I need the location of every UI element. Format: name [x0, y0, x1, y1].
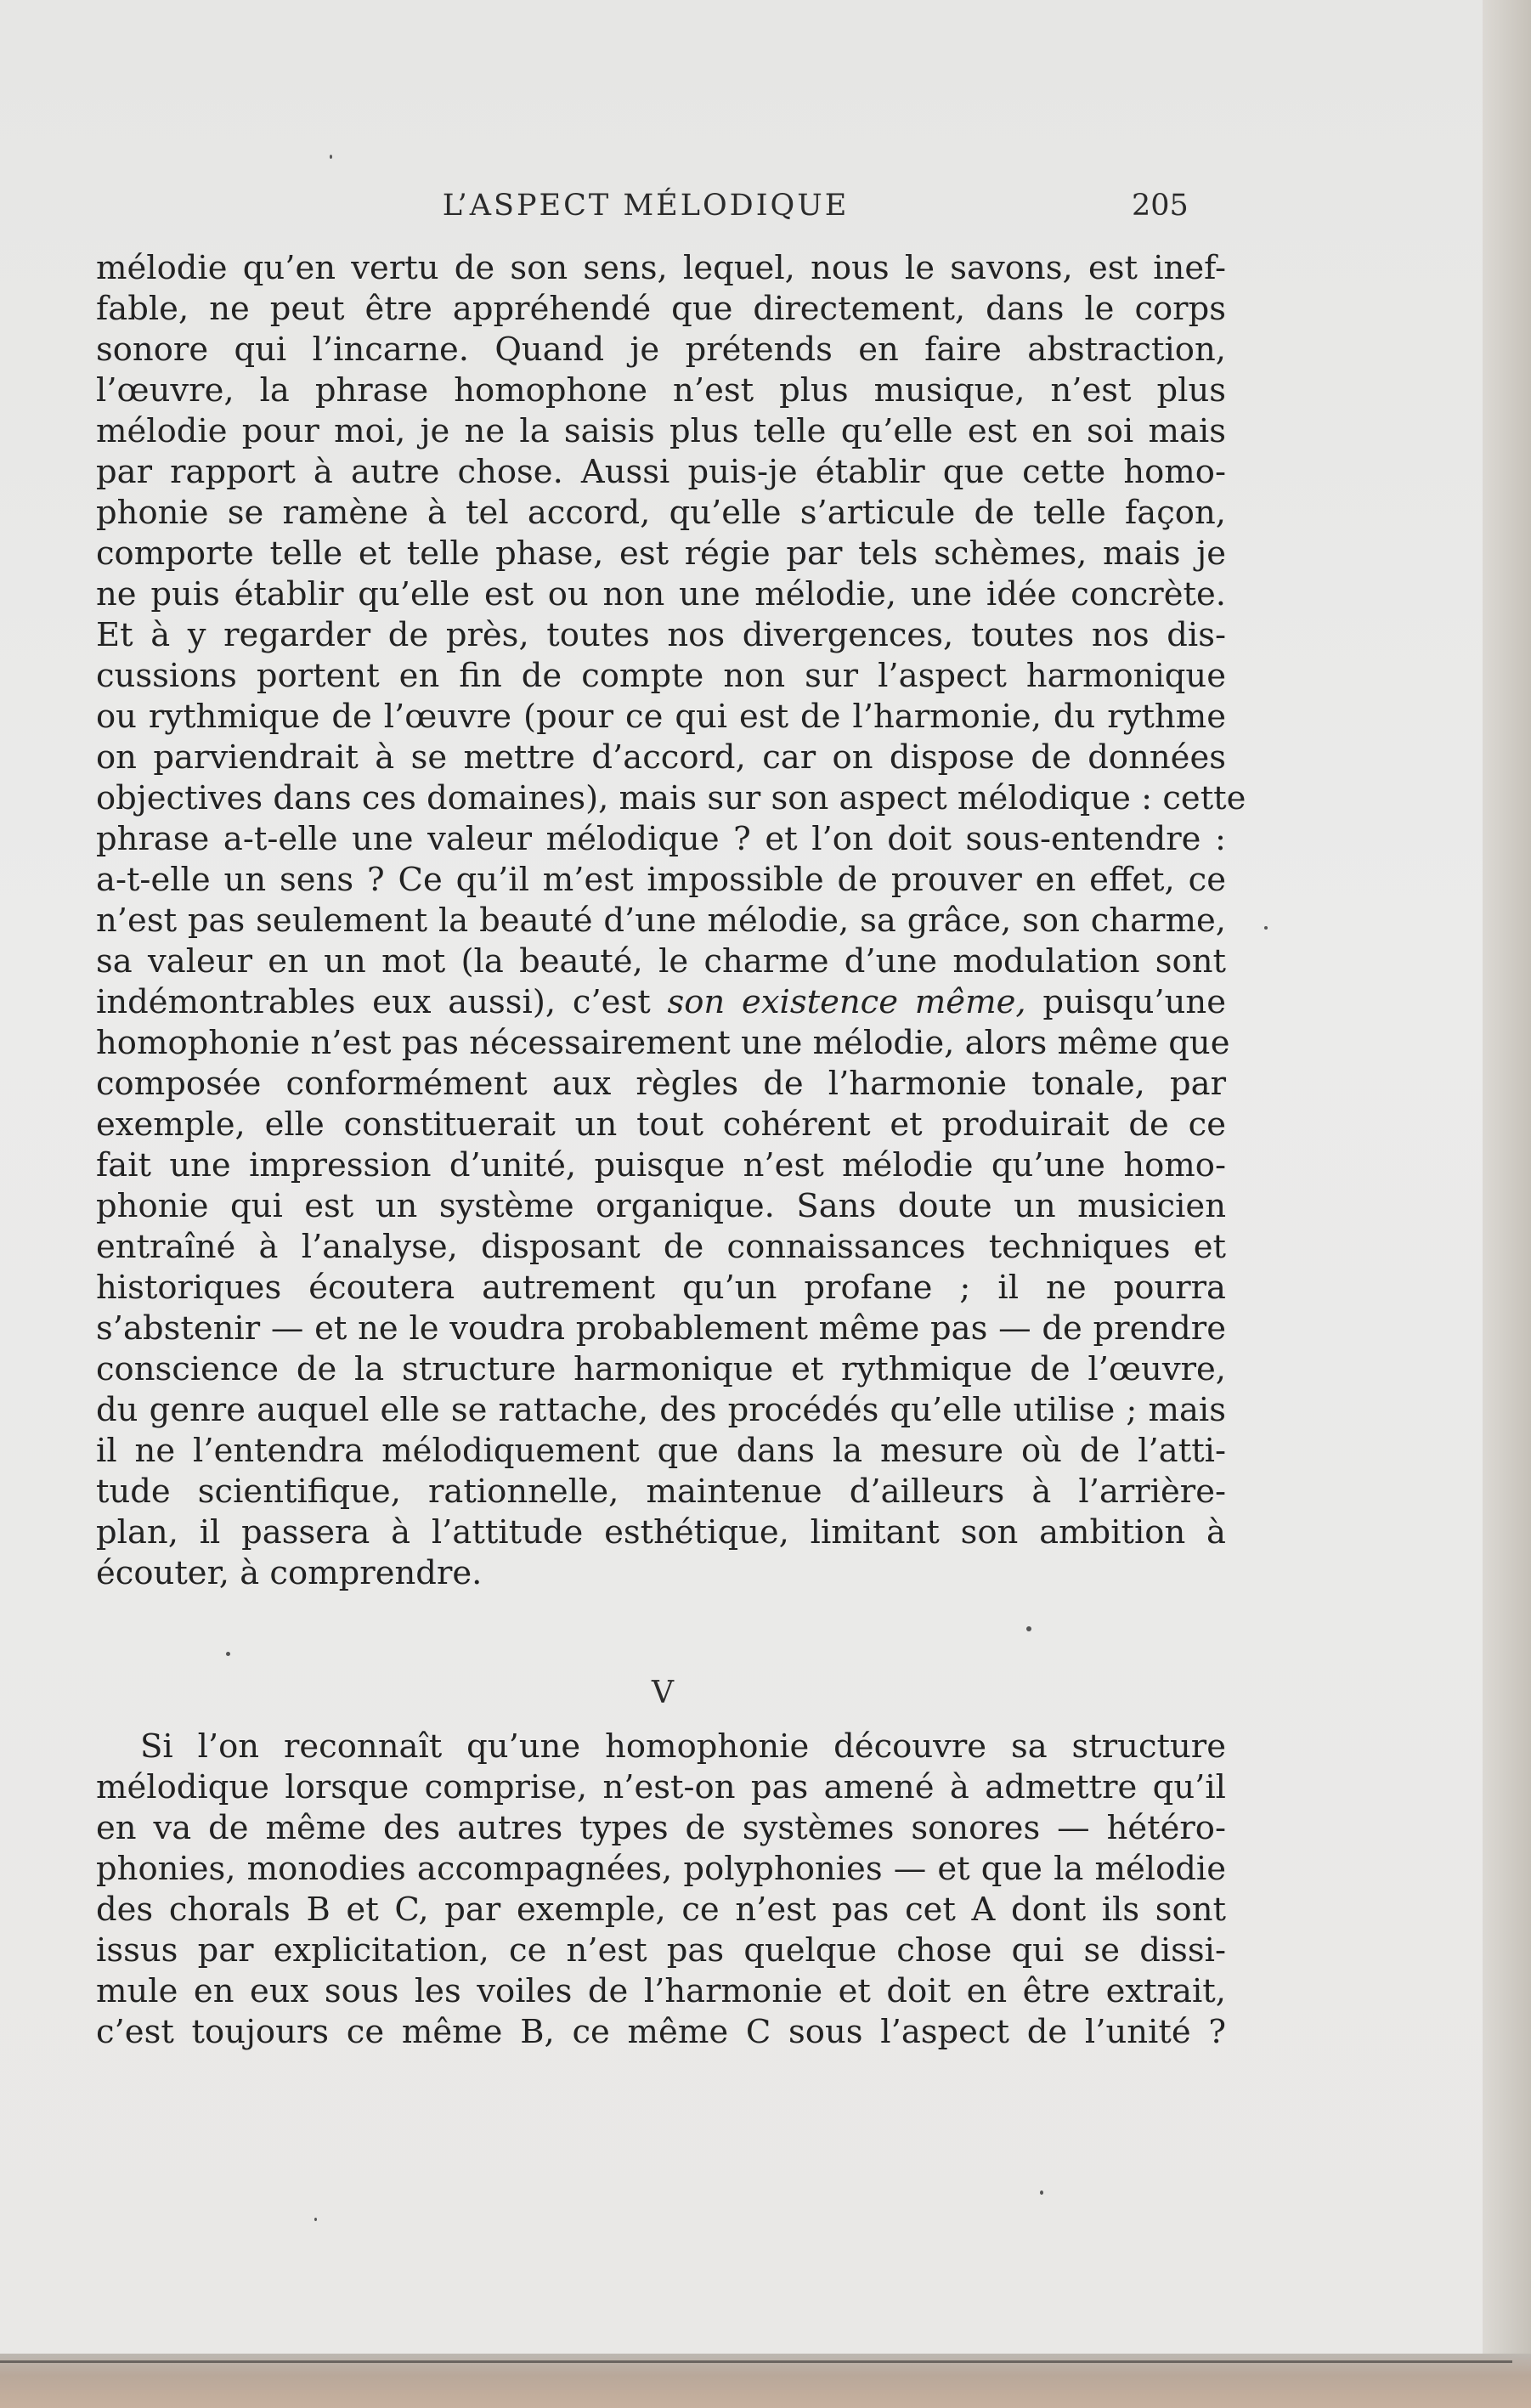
page-bottom-line — [0, 2360, 1512, 2363]
text-line: phonies, monodies accompagnées, polyphonies — et que la mélodie — [96, 1850, 1226, 1888]
text-run: puisqu’une — [1025, 983, 1226, 1021]
text-line: s’abstenir — et ne le voudra probablement même pas — de prendre — [96, 1309, 1226, 1348]
page-edge — [1483, 0, 1531, 2408]
text-line: par rapport à autre chose. Aussi puis-je établir que cette homo- — [96, 453, 1226, 491]
text-line: en va de même des autres types de systèmes sonores — hétéro- — [96, 1809, 1226, 1847]
text-line: Si l’on reconnaît qu’une homophonie découvre sa structure — [140, 1727, 1226, 1766]
text-line: comporte telle et telle phase, est régie par tels schèmes, mais je — [96, 534, 1226, 573]
text-line: sa valeur en un mot (la beauté, le charme d’une modulation sont — [96, 942, 1226, 981]
text-line: du genre auquel elle se rattache, des procédés qu’elle utilise ; mais — [96, 1391, 1226, 1429]
paper-speck — [1026, 1626, 1031, 1631]
text-line: phrase a-t-elle une valeur mélodique ? et l’on doit sous-entendre : — [96, 820, 1226, 858]
text-line: il ne l’entendra mélodiquement que dans la mesure où de l’atti- — [96, 1432, 1226, 1470]
text-line: ou rythmique de l’œuvre (pour ce qui est de l’harmonie, du rythme — [96, 698, 1226, 736]
text-line: sonore qui l’incarne. Quand je prétends en faire abstraction, — [96, 331, 1226, 369]
text-line: conscience de la structure harmonique et rythmique de l’œuvre, — [96, 1350, 1226, 1388]
text-line: phonie se ramène à tel accord, qu’elle s’articule de telle façon, — [96, 494, 1226, 532]
text-line: c’est toujours ce même B, ce même C sous l’aspect de l’unité ? — [96, 2013, 1226, 2051]
text-line-with-italic — [96, 982, 1226, 1023]
text-line: fait une impression d’unité, puisque n’est mélodie qu’une homo- — [96, 1146, 1226, 1184]
text-line: ne puis établir qu’elle est ou non une mélodie, une idée concrète. — [96, 575, 1226, 613]
text-line: cussions portent en fin de compte non sur l’aspect harmonique — [96, 657, 1226, 695]
text-line: plan, il passera à l’attitude esthétique, limitant son ambition à — [96, 1513, 1226, 1552]
paper-speck — [1264, 926, 1268, 930]
text-line: tude scientifique, rationnelle, maintenue d’ailleurs à l’arrière- — [96, 1472, 1226, 1511]
running-title: L’ASPECT MÉLODIQUE — [442, 189, 850, 223]
paper-speck — [1040, 2190, 1043, 2195]
text-line: entraîné à l’analyse, disposant de connaissances techniques et — [96, 1228, 1226, 1266]
text-line: objectives dans ces domaines), mais sur son aspect mélodique : cette — [96, 779, 1246, 817]
text-line: mule en eux sous les voiles de l’harmonie et doit en être extrait, — [96, 1972, 1226, 2010]
section-numeral: V — [652, 1676, 674, 1710]
text-line: mélodie qu’en vertu de son sens, lequel, nous le savons, est inef- — [96, 249, 1226, 287]
text-line: a-t-elle un sens ? Ce qu’il m’est impossible de prouver en effet, ce — [96, 861, 1226, 899]
text-line: mélodique lorsque comprise, n’est-on pas amené à admettre qu’il — [96, 1768, 1226, 1806]
text-line: homophonie n’est pas nécessairement une mélodie, alors même que — [96, 1024, 1230, 1062]
paragraph-2 — [96, 1727, 1226, 2053]
page-number: 205 — [1132, 189, 1189, 223]
text-run: indémontrables eux aussi), c’est — [96, 983, 668, 1021]
paragraph-1 — [96, 248, 1246, 1594]
text-line: phonie qui est un système organique. Sans doute un musicien — [96, 1187, 1226, 1225]
italic-phrase: son existence même, — [667, 983, 1026, 1021]
text-line: on parviendrait à se mettre d’accord, car on dispose de données — [96, 738, 1226, 777]
paper-speck — [314, 2218, 317, 2221]
text-line: n’est pas seulement la beauté d’une mélodie, sa grâce, son charme, — [96, 902, 1226, 940]
text-line: issus par explicitation, ce n’est pas quelque chose qui se dissi- — [96, 1931, 1226, 1970]
text-line: écouter, à comprendre. — [96, 1554, 483, 1592]
text-line: mélodie pour moi, je ne la saisis plus telle qu’elle est en soi mais — [96, 412, 1226, 450]
paper-speck — [226, 1652, 230, 1656]
text-line: composée conformément aux règles de l’harmonie tonale, par — [96, 1065, 1226, 1103]
text-line: des chorals B et C, par exemple, ce n’est pas cet A dont ils sont — [96, 1891, 1226, 1929]
text-line: Et à y regarder de près, toutes nos divergences, toutes nos dis- — [96, 616, 1226, 654]
text-line: l’œuvre, la phrase homophone n’est plus musique, n’est plus — [96, 371, 1226, 410]
paper-speck — [330, 155, 332, 159]
text-line: fable, ne peut être appréhendé que directement, dans le corps — [96, 290, 1226, 328]
text-line: historiques écoutera autrement qu’un profane ; il ne pourra — [96, 1269, 1226, 1307]
text-line: exemple, elle constituerait un tout cohérent et produirait de ce — [96, 1105, 1226, 1144]
